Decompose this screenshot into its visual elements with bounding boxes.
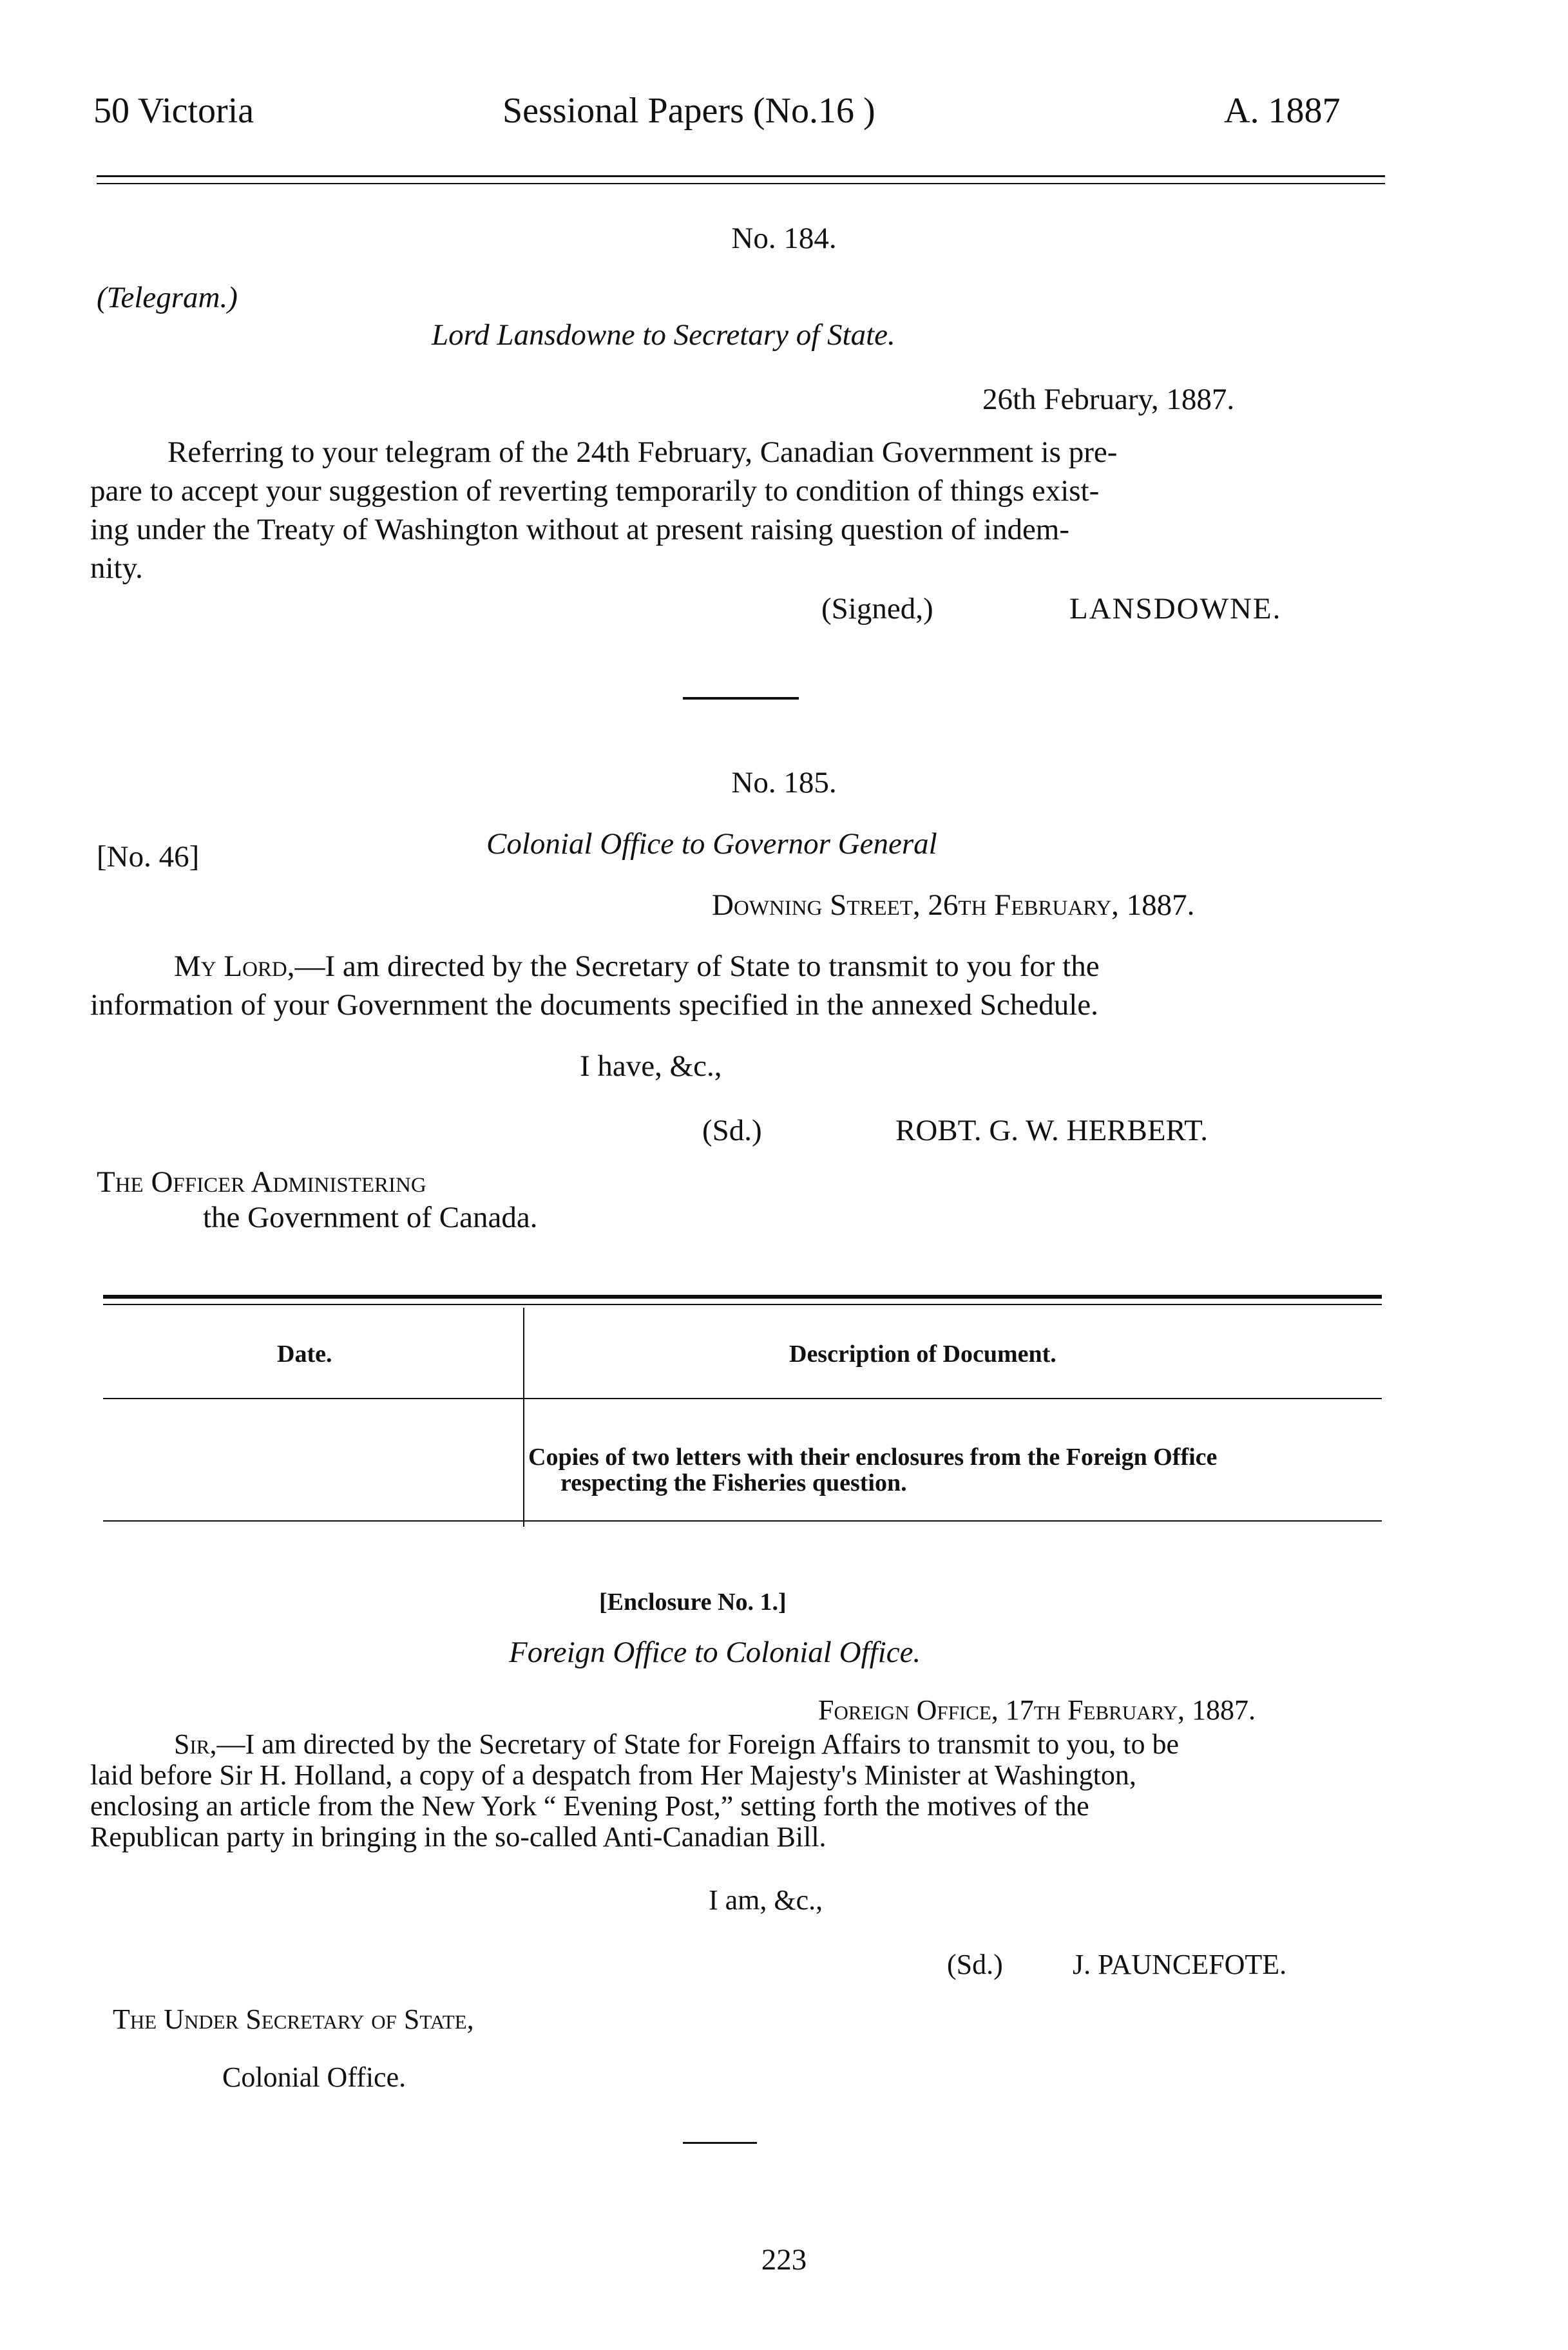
enclosure-signature: J. PAUNCEFOTE. — [1073, 1949, 1287, 1980]
doc184-body-line: nity. — [90, 551, 143, 585]
doc185-margin-label: [No. 46] — [97, 840, 200, 874]
doc184-body-line: Referring to your telegram of the 24th February, Canadian Government is pre- — [167, 435, 1118, 469]
doc184-signature: LANSDOWNE. — [1069, 592, 1282, 626]
doc185-closing: I have, &c., — [580, 1049, 722, 1083]
header-volume: 50 Victoria — [93, 91, 254, 131]
page-number: 223 — [761, 2243, 807, 2277]
enclosure-addressee-line2: Colonial Office. — [222, 2061, 406, 2093]
doc184-date: 26th February, 1887. — [982, 383, 1235, 416]
header-sessional-papers: Sessional Papers (No.16 ) — [502, 91, 875, 131]
section-divider — [683, 697, 799, 700]
doc185-signed-label: (Sd.) — [702, 1114, 762, 1147]
doc185-body-line: information of your Government the documents specified in the annexed Schedule. — [90, 988, 1098, 1022]
table-cell-description-line1: Copies of two letters with their enclosures from the Foreign Office — [528, 1444, 1218, 1471]
table-header-rule — [103, 1398, 1382, 1399]
header-year: A. 1887 — [1224, 91, 1341, 131]
enclosure-body-line: laid before Sir H. Holland, a copy of a despatch from Her Majesty's Minister at Washington, — [90, 1759, 1136, 1791]
table-rule-bottom — [103, 1520, 1382, 1522]
enclosure-label: [Enclosure No. 1.] — [599, 1589, 787, 1616]
doc184-margin-label: (Telegram.) — [97, 281, 238, 314]
doc184-heading: Lord Lansdowne to Secretary of State. — [432, 318, 895, 352]
enclosure-heading: Foreign Office to Colonial Office. — [509, 1636, 921, 1669]
table-rule-top-thin — [103, 1304, 1382, 1305]
enclosure-place-date: Foreign Office, 17th February, 1887. — [818, 1694, 1256, 1726]
doc184-signed-label: (Signed,) — [821, 592, 933, 626]
enclosure-body-line: —I am directed by the Secretary of State for Foreign Affairs to transmit to you, to be — [216, 1728, 1180, 1760]
doc184-number: No. 184. — [731, 222, 837, 255]
table-cell-description-line2: respecting the Fisheries question. — [560, 1469, 907, 1496]
header-rule-top — [97, 175, 1385, 177]
section-divider — [683, 2142, 757, 2144]
enclosure-body-line: enclosing an article from the New York “ Evening Post,” setting forth the motives of the — [90, 1790, 1089, 1822]
enclosure-salutation: Sir, — [174, 1728, 217, 1760]
doc185-addressee-line1: The Officer Administering — [97, 1165, 426, 1199]
table-header-description: Description of Document. — [789, 1341, 1056, 1368]
doc184-body — [90, 433, 1424, 588]
doc185-body-line: —I am directed by the Secretary of State to transmit to you for the — [294, 950, 1100, 983]
enclosure-addressee-line1: The Under Secretary of State, — [113, 2003, 474, 2035]
doc185-place-date: Downing Street, 26th February, 1887. — [712, 888, 1195, 922]
doc185-addressee-line2: the Government of Canada. — [203, 1201, 538, 1234]
enclosure-body-line: Republican party in bringing in the so-called Anti-Canadian Bill. — [90, 1821, 827, 1853]
doc184-body-line: ing under the Treaty of Washington without at present raising question of indem- — [90, 513, 1070, 546]
doc185-salutation: My Lord, — [174, 950, 295, 983]
doc185-body-line1 — [174, 947, 1100, 986]
enclosure-signed-label: (Sd.) — [947, 1949, 1003, 1980]
table-header-date: Date. — [277, 1341, 332, 1368]
doc185-number: No. 185. — [731, 766, 837, 799]
doc185-signature: ROBT. G. W. HERBERT. — [895, 1114, 1209, 1147]
enclosure-closing: I am, &c., — [709, 1884, 823, 1916]
table-rule-top-thick — [103, 1295, 1382, 1299]
doc184-body-line: pare to accept your suggestion of reverting temporarily to condition of things exist- — [90, 474, 1100, 508]
header-rule-bottom — [97, 183, 1385, 184]
doc185-heading: Colonial Office to Governor General — [486, 827, 937, 861]
table-column-divider — [523, 1308, 524, 1527]
